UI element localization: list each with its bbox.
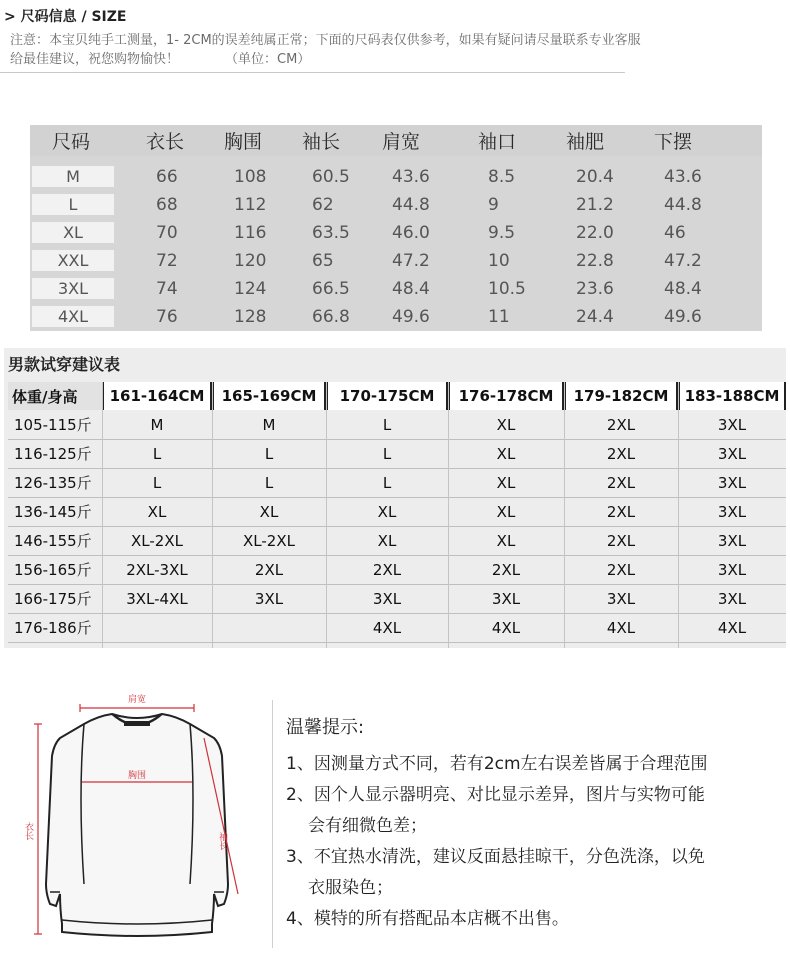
fit-size-cell: 3XL	[717, 502, 747, 521]
tip-3-cont: 衣服染色；	[308, 878, 393, 898]
size-chart-row	[30, 247, 762, 274]
fit-size-cell: 2XL	[491, 560, 521, 579]
header-shoulder: 肩宽	[382, 131, 421, 153]
fit-size-cell: 4XL	[606, 618, 636, 637]
size-value-cell: 68	[156, 194, 178, 215]
size-value-cell: 46	[664, 222, 686, 243]
fit-size-cell	[212, 613, 326, 642]
size-chart-row	[30, 275, 762, 302]
size-value-cell: 65	[312, 250, 334, 271]
size-value-cell: 120	[234, 250, 267, 271]
size-value-cell: 46.0	[392, 222, 430, 243]
unit-label: （单位：CM）	[225, 52, 311, 67]
header-sleeve-width: 袖肥	[566, 131, 605, 153]
size-value-cell: 8.5	[488, 166, 516, 187]
fit-table-row	[8, 526, 786, 556]
fit-size-cell: 2XL-3XL	[126, 560, 188, 579]
notice-line-1: 注意：本宝贝纯手工测量，1- 2CM的误差纯属正常；下面的尺码表仅供参考，如果有疑问请尽量联系专业客服	[10, 33, 641, 48]
fit-size-cell: L	[152, 473, 162, 492]
size-notice	[10, 31, 780, 69]
size-value-cell: 112	[234, 194, 267, 215]
fit-weight-cell: 176-186斤	[14, 619, 92, 637]
fit-size-cell: XL	[496, 444, 516, 463]
size-value-cell: 47.2	[392, 250, 430, 271]
fit-size-cell: XL	[147, 502, 167, 521]
fit-size-cell: 2XL	[254, 560, 284, 579]
size-value-cell: 10	[488, 250, 510, 271]
garment-diagram	[23, 694, 246, 946]
size-value-cell: 108	[234, 166, 267, 187]
fit-weight-cell: 146-155斤	[14, 532, 92, 550]
fit-size-cell: 4XL	[491, 618, 521, 637]
size-value-cell: 10.5	[488, 278, 526, 299]
size-label: M	[66, 167, 80, 186]
tip-2: 2、因个人显示器明亮、对比显示差异，图片与实物可能	[286, 785, 705, 805]
fit-size-cell: M	[150, 415, 164, 434]
fit-column-divider	[102, 382, 103, 648]
fit-table-row	[8, 555, 786, 585]
neck-tag	[124, 721, 150, 726]
care-tips	[286, 713, 786, 935]
size-value-cell: 24.4	[576, 306, 614, 327]
size-value-cell: 20.4	[576, 166, 614, 187]
size-value-cell: 22.8	[576, 250, 614, 271]
fit-size-cell: L	[264, 473, 274, 492]
fit-column-divider	[564, 382, 565, 648]
fit-header-height-range: 161-164CM	[102, 382, 212, 410]
size-value-cell: 44.8	[392, 194, 430, 215]
header-cuff: 袖口	[478, 131, 517, 153]
fit-weight-cell: 136-145斤	[14, 503, 92, 521]
tips-divider	[272, 700, 273, 948]
fit-header-height-range: 170-175CM	[326, 382, 448, 410]
fit-table-row	[8, 613, 786, 643]
fit-weight-cell: 126-135斤	[14, 474, 92, 492]
fit-weight-cell: 156-165斤	[14, 561, 92, 579]
size-label: XL	[63, 223, 83, 242]
fit-size-cell: L	[264, 444, 274, 463]
header-length: 衣长	[146, 131, 185, 153]
size-value-cell: 9	[488, 194, 499, 215]
notice-line-2-text: 给最佳建议，祝您购物愉快！	[10, 52, 180, 67]
sleeve-label: 袖长	[217, 832, 227, 850]
size-value-cell: 48.4	[392, 278, 430, 299]
size-value-cell: 70	[156, 222, 178, 243]
size-value-cell: 11	[488, 306, 510, 327]
size-value-cell: 48.4	[664, 278, 702, 299]
size-value-cell: 72	[156, 250, 178, 271]
fit-size-cell: 3XL	[372, 589, 402, 608]
fit-header-weight-height: 体重/身高	[12, 387, 78, 406]
fit-table-row	[8, 439, 786, 469]
fit-size-cell: 2XL	[606, 560, 636, 579]
size-value-cell: 43.6	[392, 166, 430, 187]
fit-size-cell: 3XL	[606, 589, 636, 608]
size-value-cell: 21.2	[576, 194, 614, 215]
size-chart-row	[30, 163, 762, 190]
size-value-cell: 66	[156, 166, 178, 187]
fit-size-cell: XL	[377, 531, 397, 550]
chest-label: 胸围	[127, 771, 147, 781]
fit-size-cell	[102, 613, 212, 642]
fit-size-cell: M	[262, 415, 276, 434]
fit-size-cell: XL	[496, 531, 516, 550]
fit-size-cell: 3XL	[491, 589, 521, 608]
fit-size-cell: 3XL	[717, 531, 747, 550]
size-chart-table	[30, 125, 762, 331]
fit-size-cell: 2XL	[606, 531, 636, 550]
fit-size-cell: XL	[377, 502, 397, 521]
length-label: 衣长	[23, 822, 33, 840]
size-chart-row	[30, 191, 762, 218]
fit-size-cell: L	[382, 473, 392, 492]
fit-size-cell: 2XL	[606, 415, 636, 434]
fit-table-row	[8, 410, 786, 440]
size-value-cell: 124	[234, 278, 267, 299]
fit-size-cell: 3XL	[254, 589, 284, 608]
fit-size-cell: 4XL	[372, 618, 402, 637]
tip-4: 4、模特的所有搭配品本店概不出售。	[286, 909, 569, 929]
size-value-cell: 76	[156, 306, 178, 327]
fit-size-cell: 2XL	[606, 444, 636, 463]
size-label: L	[68, 195, 78, 214]
notice-line-2	[10, 50, 780, 69]
tip-3: 3、不宜热水清洗，建议反面悬挂晾干，分色洗涤，以免	[286, 847, 705, 867]
fit-weight-cell: 116-125斤	[14, 445, 92, 463]
fit-header-height-range: 176-178CM	[448, 382, 564, 410]
size-value-cell: 66.5	[312, 278, 350, 299]
header-size: 尺码	[52, 131, 91, 153]
fit-size-cell: XL-2XL	[131, 531, 183, 550]
fit-size-cell: 2XL	[606, 473, 636, 492]
fit-size-cell: L	[382, 444, 392, 463]
fit-column-divider	[326, 382, 327, 648]
fit-size-cell: 2XL	[372, 560, 402, 579]
sweatshirt-illustration	[23, 694, 246, 946]
size-value-cell: 60.5	[312, 166, 350, 187]
fit-table-body	[8, 410, 786, 646]
size-value-cell: 22.0	[576, 222, 614, 243]
size-value-cell: 116	[234, 222, 267, 243]
fit-column-divider	[678, 382, 679, 648]
size-chart-row	[30, 303, 762, 330]
fit-size-cell: L	[382, 415, 392, 434]
fit-size-cell: L	[152, 444, 162, 463]
size-value-cell: 49.6	[392, 306, 430, 327]
fit-table-row	[8, 584, 786, 614]
fit-size-cell: 3XL	[717, 589, 747, 608]
fit-table-title: 男款试穿建议表	[8, 355, 121, 374]
size-value-cell: 128	[234, 306, 267, 327]
size-value-cell: 43.6	[664, 166, 702, 187]
fit-size-cell: XL	[496, 473, 516, 492]
fit-size-cell: 3XL	[717, 444, 747, 463]
size-value-cell: 62	[312, 194, 334, 215]
fit-size-cell: 3XL-4XL	[126, 589, 188, 608]
fit-table-header-row	[8, 382, 786, 410]
size-chart-row	[30, 219, 762, 246]
size-label: 4XL	[57, 307, 89, 326]
shoulder-label: 肩宽	[127, 695, 147, 705]
fit-table-row	[8, 497, 786, 527]
fit-table-row	[8, 468, 786, 498]
fit-weight-cell: 105-115斤	[14, 416, 92, 434]
fit-size-cell: XL	[496, 415, 516, 434]
fit-size-cell: 4XL	[717, 618, 747, 637]
fit-size-cell: 3XL	[717, 415, 747, 434]
size-value-cell: 47.2	[664, 250, 702, 271]
fit-header-height-range: 165-169CM	[212, 382, 326, 410]
size-value-cell: 66.8	[312, 306, 350, 327]
fit-header-height-range: 183-188CM	[678, 382, 786, 410]
fit-column-divider	[448, 382, 449, 648]
header-chest: 胸围	[224, 131, 263, 153]
size-value-cell: 23.6	[576, 278, 614, 299]
size-chart-header-row	[30, 125, 762, 156]
tip-1: 1、因测量方式不同，若有2cm左右误差皆属于合理范围	[286, 754, 708, 774]
fit-size-cell: XL	[259, 502, 279, 521]
header-sleeve: 袖长	[302, 131, 341, 153]
size-value-cell: 63.5	[312, 222, 350, 243]
fit-size-cell: XL	[496, 502, 516, 521]
fit-size-cell: XL-2XL	[243, 531, 295, 550]
size-value-cell: 9.5	[488, 222, 516, 243]
size-label: 3XL	[57, 279, 89, 298]
header-divider	[0, 72, 625, 73]
size-value-cell: 74	[156, 278, 178, 299]
size-value-cell: 49.6	[664, 306, 702, 327]
fit-header-height-range: 179-182CM	[564, 382, 678, 410]
garment-outline	[46, 714, 228, 936]
tips-title: 温馨提示:	[286, 717, 365, 738]
fit-column-divider	[212, 382, 213, 648]
fit-weight-cell: 166-175斤	[14, 590, 92, 608]
fit-size-cell: 2XL	[606, 502, 636, 521]
tip-2-cont: 会有细微色差；	[308, 816, 427, 836]
section-title: > 尺码信息 / SIZE	[4, 9, 127, 25]
header-hem: 下摆	[654, 131, 693, 153]
size-label: XXL	[57, 251, 89, 270]
fit-size-cell: 3XL	[717, 473, 747, 492]
size-value-cell: 44.8	[664, 194, 702, 215]
fit-size-cell: 3XL	[717, 560, 747, 579]
